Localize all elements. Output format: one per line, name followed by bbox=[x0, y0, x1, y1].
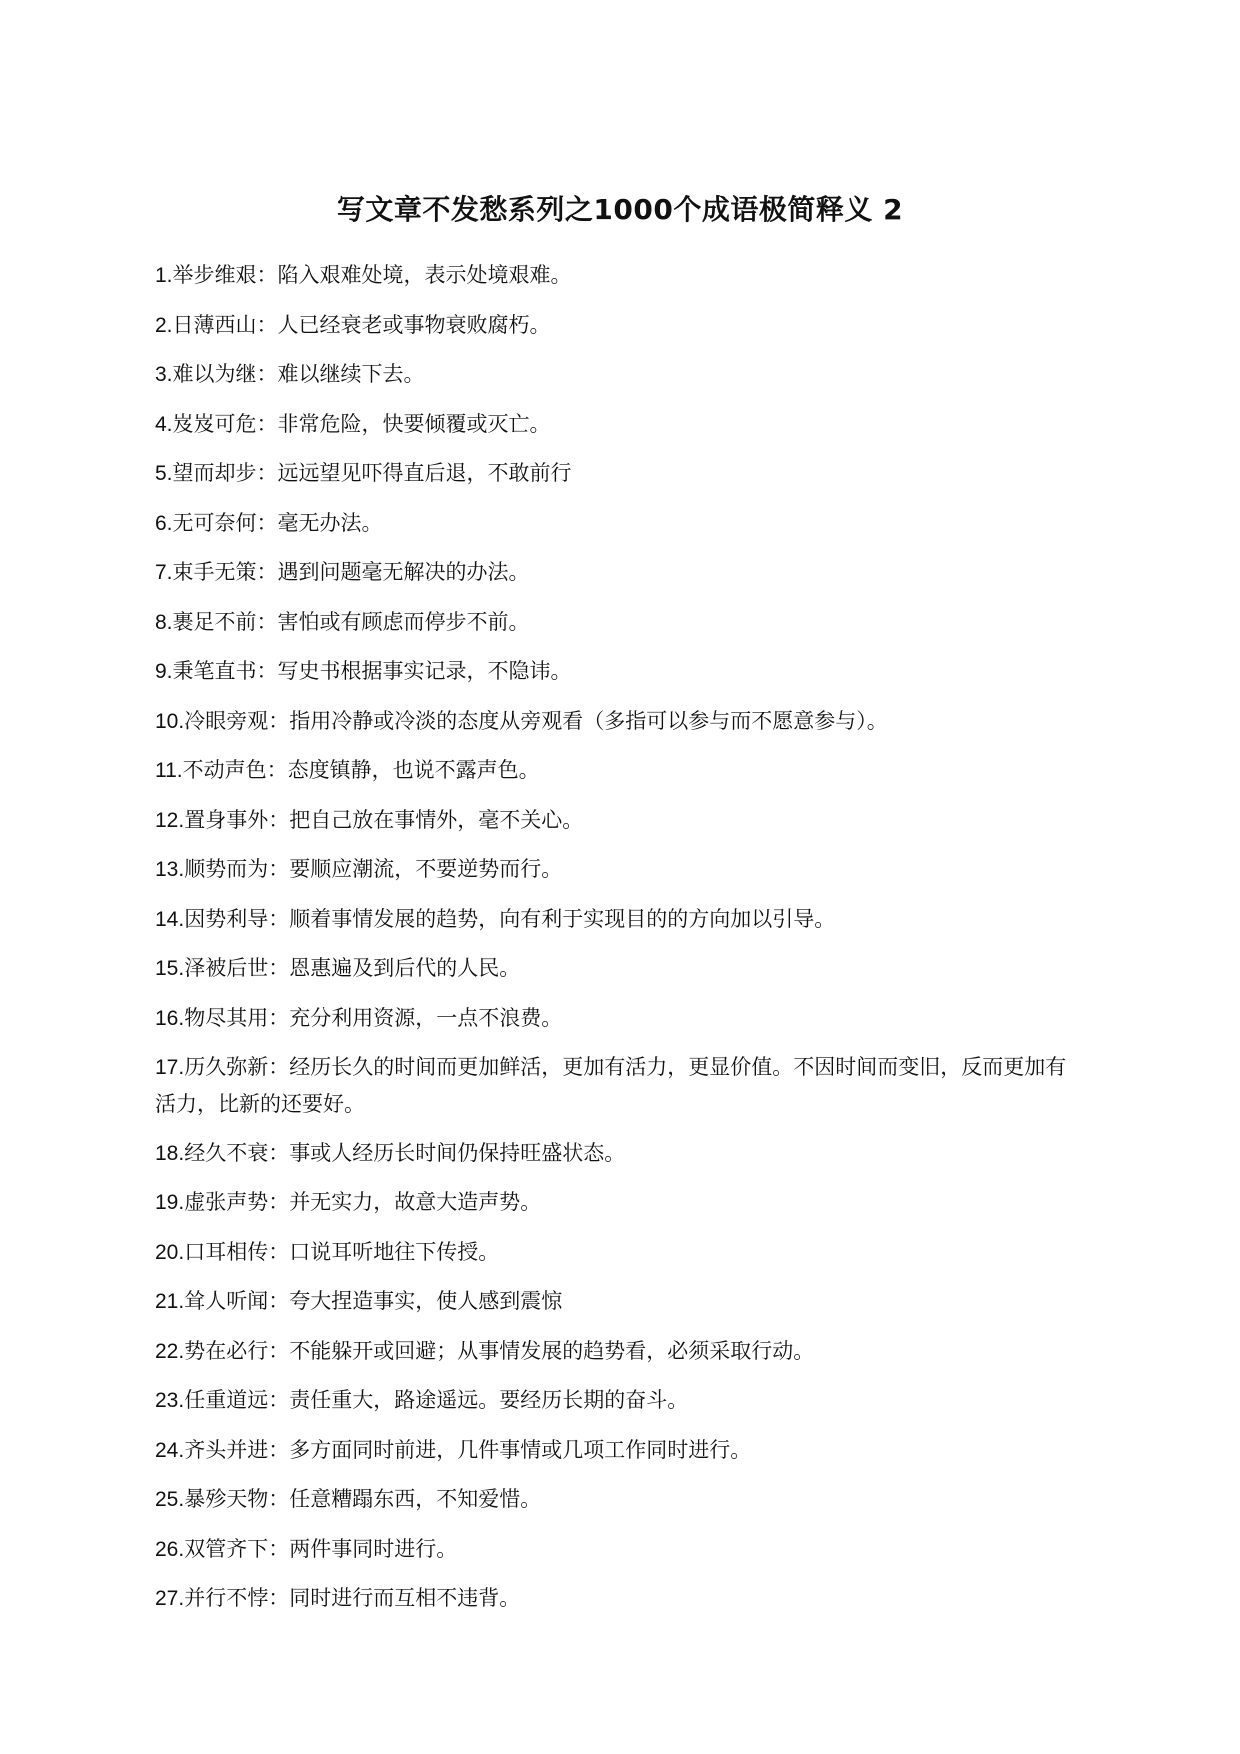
entry-text: 不动声色：态度镇静，也说不露声色。 bbox=[182, 758, 540, 782]
entry-number: 9. bbox=[155, 660, 173, 683]
list-item bbox=[155, 703, 1085, 740]
entry-number: 5. bbox=[155, 462, 173, 485]
list-item bbox=[155, 851, 1085, 888]
list-item bbox=[155, 1283, 1085, 1320]
document-title: 写文章不发愁系列之1000个成语极简释义 2 bbox=[336, 193, 904, 226]
entry-text: 冷眼旁观：指用冷静或冷淡的态度从旁观看（多指可以参与而不愿意参与）。 bbox=[184, 708, 888, 733]
list-item bbox=[155, 1049, 1085, 1122]
entry-number: 7. bbox=[155, 561, 173, 584]
entry-text: 物尽其用：充分利用资源，一点不浪费。 bbox=[184, 1005, 563, 1030]
entry-text: 举步维艰：陷入艰难处境，表示处境艰难。 bbox=[172, 263, 572, 287]
entry-text: 并行不悖：同时进行而互相不违背。 bbox=[184, 1586, 521, 1610]
list-item bbox=[155, 257, 1085, 294]
entry-number: 4. bbox=[155, 412, 173, 436]
list-item bbox=[155, 1531, 1085, 1568]
entry-number: 10. bbox=[155, 709, 185, 733]
entry-number: 11. bbox=[155, 759, 183, 782]
entry-number: 19. bbox=[155, 1191, 185, 1214]
entry-number: 17. bbox=[155, 1056, 185, 1079]
entry-number: 13. bbox=[155, 858, 185, 881]
entry-number: 3. bbox=[155, 363, 173, 386]
entry-text: 经久不衰：事或人经历长时间仍保持旺盛状态。 bbox=[184, 1140, 626, 1165]
entry-number: 23. bbox=[155, 1389, 185, 1412]
entry-text: 口耳相传：口说耳听地往下传授。 bbox=[184, 1239, 500, 1264]
entry-text: 历久弥新：经历长久的时间而更加鲜活，更加有活力，更显价值。不因时间而变旧，反而更加有活力，比新的还要好。 bbox=[155, 1055, 1067, 1116]
list-item bbox=[155, 1135, 1085, 1172]
entry-text: 望而却步：远远望见吓得直后退，不敢前行 bbox=[172, 461, 572, 485]
list-item bbox=[155, 307, 1085, 344]
list-item bbox=[155, 1000, 1085, 1037]
list-item bbox=[155, 950, 1085, 987]
entry-text: 任重道远：责任重大，路途遥远。要经历长期的奋斗。 bbox=[184, 1388, 689, 1412]
idiom-list bbox=[155, 257, 1085, 1630]
entry-number: 22. bbox=[155, 1339, 185, 1363]
entry-text: 耸人听闻：夸大捏造事实，使人感到震惊 bbox=[184, 1289, 563, 1313]
entry-number: 16. bbox=[155, 1006, 185, 1030]
list-item bbox=[155, 455, 1085, 492]
entry-text: 束手无策：遇到问题毫无解决的办法。 bbox=[172, 560, 530, 584]
entry-text: 泽被后世：恩惠遍及到后代的人民。 bbox=[184, 956, 521, 980]
entry-text: 暴殄天物：任意糟蹋东西，不知爱惜。 bbox=[184, 1487, 542, 1511]
entry-number: 2. bbox=[155, 313, 173, 337]
entry-text: 齐头并进：多方面同时前进，几件事情或几项工作同时进行。 bbox=[184, 1437, 752, 1462]
entry-text: 裹足不前：害怕或有顾虑而停步不前。 bbox=[172, 609, 530, 634]
list-item bbox=[155, 356, 1085, 393]
entry-text: 顺势而为：要顺应潮流，不要逆势而行。 bbox=[184, 857, 563, 881]
list-item bbox=[155, 752, 1085, 789]
entry-text: 势在必行：不能躲开或回避；从事情发展的趋势看，必须采取行动。 bbox=[184, 1338, 815, 1363]
entry-number: 27. bbox=[155, 1587, 185, 1610]
entry-number: 12. bbox=[155, 808, 185, 832]
entry-text: 双管齐下：两件事同时进行。 bbox=[184, 1536, 458, 1561]
entry-number: 6. bbox=[155, 511, 173, 535]
entry-number: 15. bbox=[155, 957, 185, 980]
entry-text: 秉笔直书：写史书根据事实记录，不隐讳。 bbox=[172, 659, 572, 683]
entry-text: 置身事外：把自己放在事情外，毫不关心。 bbox=[184, 807, 584, 832]
entry-number: 18. bbox=[155, 1141, 185, 1165]
entry-text: 因势利导：顺着事情发展的趋势，向有利于实现目的的方向加以引导。 bbox=[184, 906, 836, 931]
list-item bbox=[155, 802, 1085, 839]
list-item bbox=[155, 1234, 1085, 1271]
entry-number: 14. bbox=[155, 907, 185, 931]
entry-number: 1. bbox=[155, 264, 173, 287]
list-item bbox=[155, 1382, 1085, 1419]
entry-text: 岌岌可危：非常危险，快要倾覆或灭亡。 bbox=[172, 411, 551, 436]
entry-number: 21. bbox=[155, 1290, 185, 1313]
list-item bbox=[155, 1432, 1085, 1469]
list-item bbox=[155, 1184, 1085, 1221]
list-item bbox=[155, 1481, 1085, 1518]
entry-text: 日薄西山：人已经衰老或事物衰败腐朽。 bbox=[172, 312, 551, 337]
list-item bbox=[155, 505, 1085, 542]
entry-number: 26. bbox=[155, 1537, 185, 1561]
list-item bbox=[155, 554, 1085, 591]
list-item bbox=[155, 653, 1085, 690]
list-item bbox=[155, 406, 1085, 443]
entry-text: 虚张声势：并无实力，故意大造声势。 bbox=[184, 1190, 542, 1214]
list-item bbox=[155, 604, 1085, 641]
list-item bbox=[155, 1580, 1085, 1617]
entry-number: 20. bbox=[155, 1240, 185, 1264]
list-item bbox=[155, 901, 1085, 938]
entry-number: 8. bbox=[155, 610, 173, 634]
entry-text: 难以为继：难以继续下去。 bbox=[172, 362, 425, 386]
entry-number: 25. bbox=[155, 1488, 185, 1511]
entry-number: 24. bbox=[155, 1438, 185, 1462]
list-item bbox=[155, 1333, 1085, 1370]
entry-text: 无可奈何：毫无办法。 bbox=[172, 510, 383, 535]
